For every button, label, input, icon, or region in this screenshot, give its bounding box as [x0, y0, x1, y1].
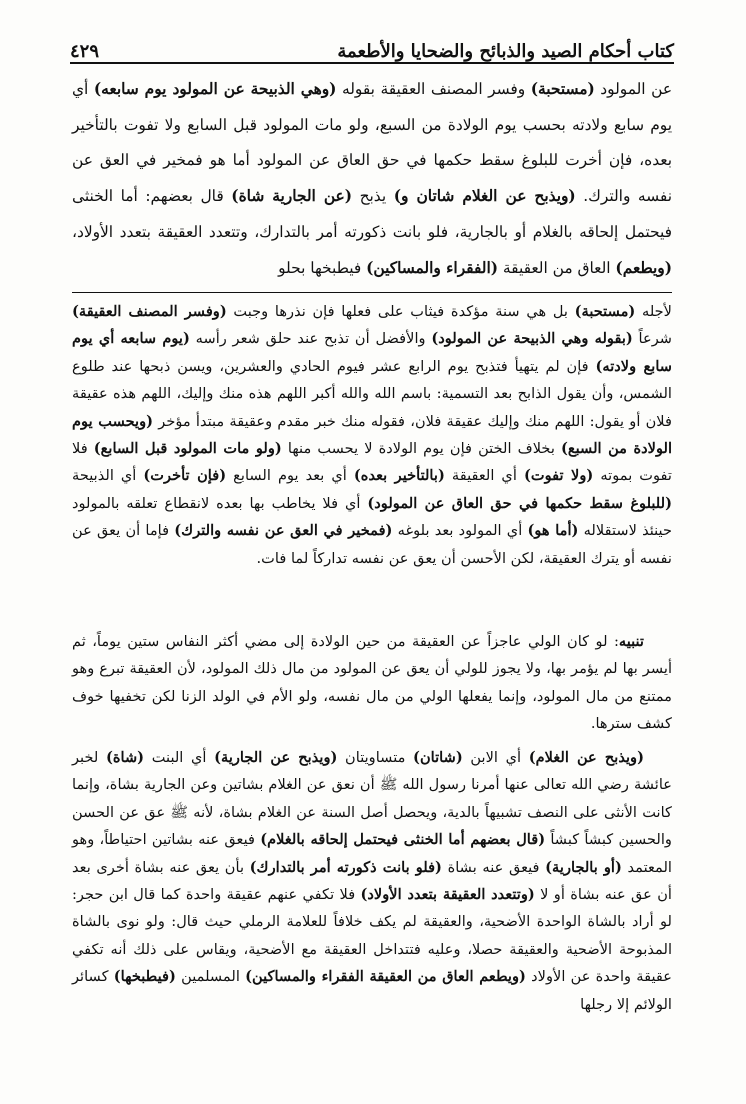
text-run: فلا تكفي عنهم عقيقة واحدة كما قال ابن حجر: لو أراد بالشاة الواحدة الأضحية، والعقيقة لم يكف خلافاً للعلامة الرملي حيث قال: ولو نوى بالشاة المذبوحة الأضحية والعقيقة حصلا، وعليه فتتداخل العقيقة مع الأضحية، ويقاس على ذلك أنه تكفي عقيقة واحدة عن الأولاد	[72, 886, 672, 986]
text-run: قال بعضهم: أما الخنثى فيحتمل إلحاقه بالغلام أو بالجارية، فلو بانت ذكورته أمر بالتدارك، وتتعدد العقيقة بتعدد الأولاد،	[72, 187, 672, 241]
bold-matn-quote: (أو بالجارية)	[545, 858, 622, 876]
text-run: أي الابن	[462, 749, 529, 766]
bold-matn-quote: (مستحبة)	[530, 80, 595, 98]
text-run: أي بعد يوم السابع	[226, 467, 354, 485]
commentary-text	[72, 744, 672, 1018]
bold-matn-quote: (بالتأخير بعده)	[353, 467, 445, 485]
bold-matn-quote: (عن الجارية شاة)	[231, 187, 353, 206]
text-run: والأفضل أن تذبح عند حلق شعر رأسه	[189, 330, 432, 348]
text-run: عن المولود	[594, 80, 672, 98]
page-number: ٤٢٩	[70, 41, 100, 62]
text-run: كسائر الولائم إلا رجلها	[72, 968, 672, 1013]
commentary-text	[72, 628, 672, 738]
text-run: أي يوم سابع ولادته بحسب يوم الولادة من السبع، ولو مات المولود قبل السابع ولا تفوت بالتأخير بعده، فإن أخرت للبلوغ سقط حكمها في حق العاق عن المولود أما هو فمخير في العق عن نفسه والترك.	[72, 80, 672, 206]
bold-matn-quote: (ويذبح عن الغلام شاتان و)	[393, 187, 576, 206]
bold-matn-quote: (فلو بانت ذكورته أمر بالتدارك)	[249, 858, 442, 876]
text-run: فيعق عنه بشاتين احتياطاً، وهو المعتمد	[72, 831, 672, 876]
text-run: شرعاً	[632, 330, 672, 348]
text-run: بخلاف الختن فإن يوم الولادة لا يحسب منها	[281, 440, 561, 458]
bold-matn-quote: (الفقراء والمساكين)	[366, 258, 499, 277]
bold-matn-quote: تنبيه	[618, 633, 644, 650]
header-rule	[70, 62, 674, 64]
main-text	[72, 72, 672, 286]
running-title: كتاب أحكام الصيد والذبائح والضحايا والأطعمة	[337, 41, 674, 62]
text-run: لأجله	[635, 303, 672, 320]
text-run: المسلمين	[175, 968, 246, 986]
bold-matn-quote: (ولو مات المولود قبل السابع)	[93, 440, 282, 458]
commentary-text	[72, 298, 672, 572]
bold-matn-quote: (ويذبح عن الغلام)	[528, 749, 644, 766]
bold-matn-quote: (فيطبخها)	[113, 968, 176, 986]
bold-matn-quote: (شاتان)	[413, 749, 463, 766]
bold-matn-quote: (وهي الذبيحة عن المولود يوم سابعه)	[93, 80, 337, 98]
bold-matn-quote: (مستحبة)	[574, 303, 636, 320]
text-run: يذبح	[352, 187, 394, 206]
bold-matn-quote: (بقوله وهي الذبيحة عن المولود)	[431, 330, 633, 348]
bold-matn-quote: (وفسر المصنف العقيقة)	[72, 303, 227, 320]
text-run: أي الذبيحة	[72, 467, 144, 485]
text-run: أي العقيقة	[444, 467, 524, 485]
text-run: وفسر المصنف العقيقة بقوله	[336, 80, 531, 98]
bold-matn-quote: (ويحسب يوم الولادة من السبع)	[72, 412, 673, 458]
text-run: فإما أن يعق عن نفسه أو يترك العقيقة، لكن الأحسن أن يعق عن نفسه تداركاً لما فات.	[72, 522, 672, 567]
footnote-separator	[72, 292, 672, 293]
text-run: أي فلا يخاطب بها بعده لانقطاع تعلقه بالمولود حينئذ لاستقلاله	[72, 494, 672, 540]
text-run: أي المولود بعد بلوغه	[392, 522, 528, 540]
bold-matn-quote: (وتتعدد العقيقة بتعدد الأولاد)	[360, 886, 535, 904]
text-run: : لو كان الولي عاجزاً عن العقيقة من حين الولادة إلى مضي أكثر النفاس ستين يوماً، ثم أيسر بها لم يؤمر بها، ولا يجوز للولي أن يعق عن المولود من مال ذلك المولود، لأن العقيقة تبرع وهو ممتنع من مال المولود، وإنما يفعلها الولي من مال نفسه، ولو الأم في الولد الزنا لكن تخفيها خوف كشف سترها.	[72, 633, 672, 733]
bold-matn-quote: (للبلوغ سقط حكمها في حق العاق عن المولود)	[367, 494, 672, 512]
bold-matn-quote: (ويطعم العاق من العقيقة الفقراء والمساكين)	[245, 968, 526, 986]
bold-matn-quote: (يوم سابعه أي يوم سابع ولادته)	[72, 330, 672, 375]
text-run: العاق من العقيقة	[498, 258, 616, 277]
commentary-paragraph-2	[72, 628, 672, 738]
bold-matn-quote: (شاة)	[105, 749, 145, 766]
bold-matn-quote: (ويطعم)	[615, 258, 672, 277]
bold-matn-quote: (فإن تأخرت)	[143, 467, 227, 485]
text-run: لخبر عائشة رضي الله تعالى عنها أمرنا رسول الله ﷺ أن نعق عن الغلام بشاتين وعن الجارية بشاة، وإنما كانت الأنثى على النصف تشبيهاً بالدية، ويحصل أصل السنة عن الغلام بشاة، لأنه ﷺ عق عن الحسن والحسين كبشاً كبشاً	[72, 749, 672, 849]
commentary-paragraph-1	[72, 298, 672, 572]
bold-matn-quote: (ويذبح عن الجارية)	[214, 749, 338, 766]
text-run: متساويتان	[337, 749, 414, 766]
bold-matn-quote: (فمخير في العق عن نفسه والترك)	[174, 522, 393, 540]
text-run: فلا تفوت بموته	[72, 440, 672, 485]
running-header	[70, 32, 674, 62]
text-run: أي البنت	[144, 749, 215, 766]
bold-matn-quote: (أما هو)	[527, 522, 579, 540]
bold-matn-quote: (قال بعضهم أما الخنثى فيحتمل إلحاقه بالغلام)	[260, 831, 546, 849]
bold-matn-quote: (ولا تفوت)	[523, 467, 594, 485]
text-run: فيعق عنه بشاة	[441, 858, 546, 876]
commentary-paragraph-3	[72, 744, 672, 1018]
text-run: فإن لم يتهيأ فتذبح يوم الرابع عشر فيوم الحادي والعشرين، ويسن ذبحها عند طلوع الشمس، وأن يقول الذابح بعد التسمية: باسم الله والله أكبر اللهم هذه منك وإليك، اللهم هذه عقيقة فلان أو يقول: اللهم منك وإليك عقيقة فلان، فقوله منك خبر مقدم وعقيقة مبتدأ مؤخر	[72, 357, 672, 430]
text-run: بأن يعق عنه بشاة أخرى بعد أن عق عنه بشاة أو لا	[72, 858, 672, 904]
text-run: فيطبخها بحلو	[278, 258, 367, 277]
text-run: بل هي سنة مؤكدة فيثاب على فعلها فإن نذرها وجبت	[226, 303, 575, 320]
main-paragraph	[72, 72, 672, 286]
